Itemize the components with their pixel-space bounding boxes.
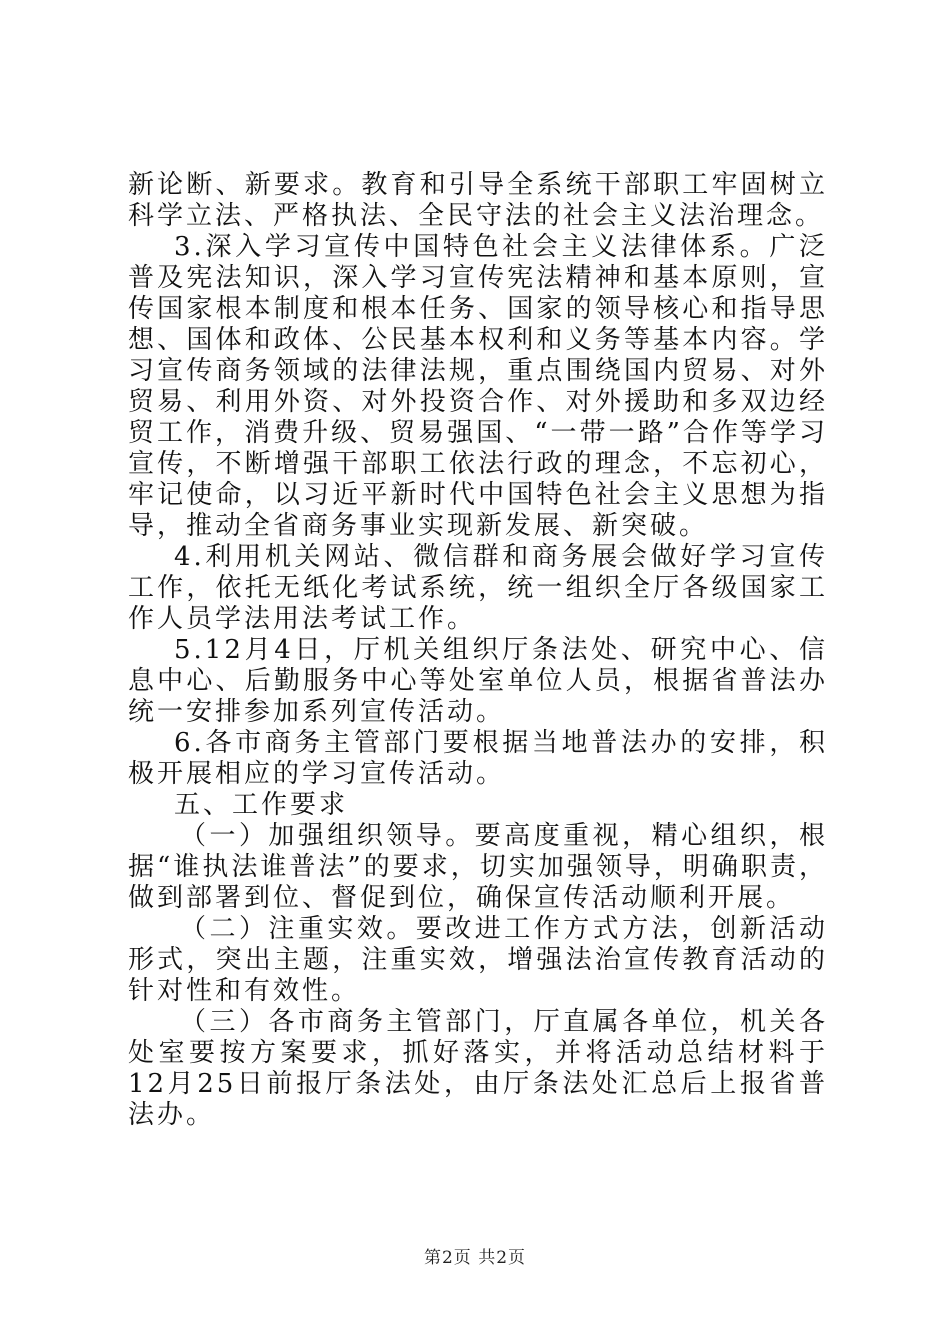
section-heading-work-requirements: 五、工作要求: [174, 790, 349, 820]
paragraph-item-5: 5.12月4日，厅机关组织厅条法处、研究中心、信息中心、后勤服务中心等处室单位人员，根据省普法办统一安排参加系列宣传活动。: [128, 635, 828, 727]
document-body: [128, 170, 828, 1131]
page-footer: 第2页 共2页: [423, 1248, 527, 1268]
paragraph-item-6: 6.各市商务主管部门要根据当地普法办的安排，积极开展相应的学习宣传活动。: [128, 728, 828, 789]
paragraph-item-3: 3.深入学习宣传中国特色社会主义法律体系。广泛普及宪法知识，深入学习宣传宪法精神和基本原则，宣传国家根本制度和根本任务、国家的领导核心和指导思想、国体和政体、公民基本权利和义务等基本内容。学习宣传商务领域的法律法规，重点围绕国内贸易、对外贸易、利用外资、对外投资合作、对外援助和多双边经贸工作，消费升级、贸易强国、“一带一路”合作等学习宣传，不断增强干部职工依法行政的理念，不忘初心，牢记使命，以习近平新时代中国特色社会主义思想为指导，推动全省商务事业实现新发展、新突破。: [128, 232, 828, 541]
paragraph-requirement-3: （三）各市商务主管部门，厅直属各单位，机关各处室要按方案要求，抓好落实，并将活动总结材料于12月25日前报厅条法处，由厅条法处汇总后上报省普法办。: [128, 1007, 828, 1130]
paragraph-requirement-2: （二）注重实效。要改进工作方式方法，创新活动形式，突出主题，注重实效，增强法治宣传教育活动的针对性和有效性。: [128, 914, 828, 1006]
paragraph-item-4: 4.利用机关网站、微信群和商务展会做好学习宣传工作，依托无纸化考试系统，统一组织全厅各级国家工作人员学法用法考试工作。: [128, 542, 828, 634]
paragraph-continuation: 新论断、新要求。教育和引导全系统干部职工牢固树立科学立法、严格执法、全民守法的社会主义法治理念。: [128, 170, 828, 231]
paragraph-requirement-1: （一）加强组织领导。要高度重视，精心组织，根据“谁执法谁普法”的要求，切实加强领导，明确职责，做到部署到位、督促到位，确保宣传活动顺利开展。: [128, 821, 828, 913]
